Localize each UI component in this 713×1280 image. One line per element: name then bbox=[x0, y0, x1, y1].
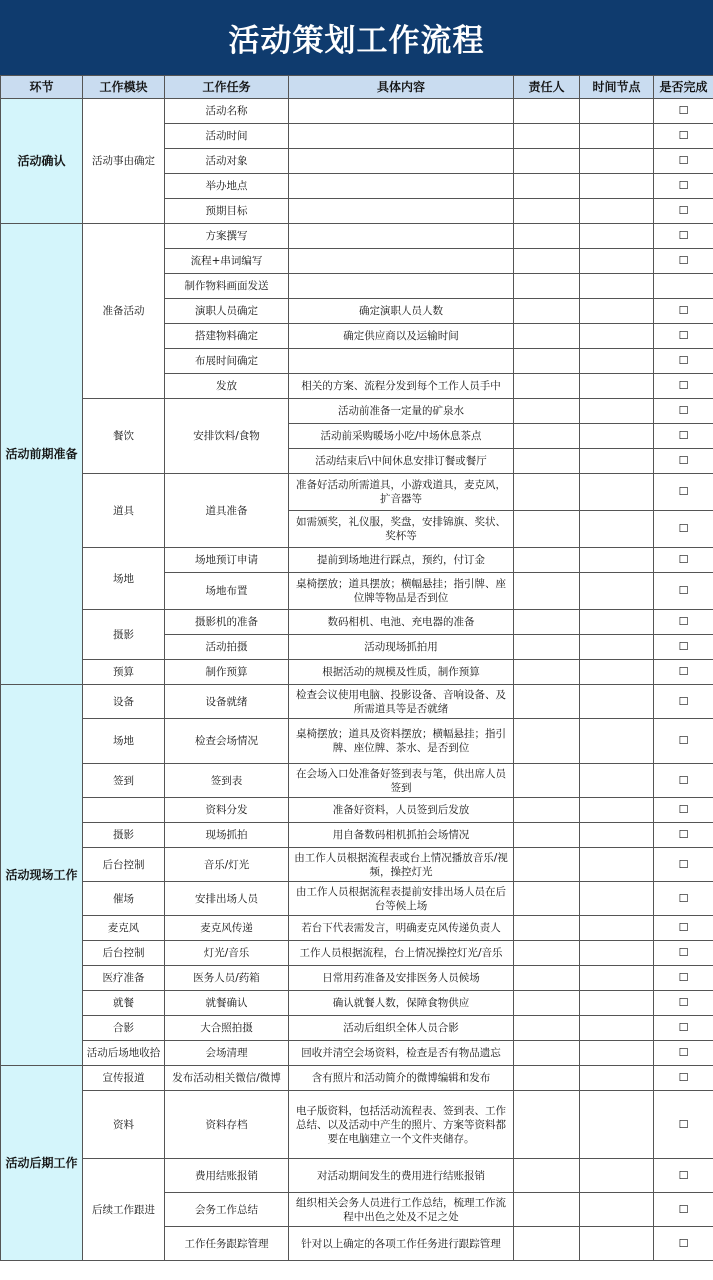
content-cell: 活动结束后\中间休息安排订餐或餐厅 bbox=[289, 449, 514, 474]
table-row bbox=[1, 941, 713, 966]
table-row bbox=[1, 610, 713, 635]
content-cell: 活动后组织全体人员合影 bbox=[289, 1016, 514, 1041]
deadline-cell[interactable] bbox=[580, 399, 654, 424]
done-cell[interactable] bbox=[654, 882, 713, 916]
owner-cell[interactable] bbox=[514, 274, 580, 299]
task-cell: 设备就绪 bbox=[165, 685, 289, 719]
content-cell: 活动现场抓拍用 bbox=[289, 635, 514, 660]
table-row bbox=[1, 224, 713, 249]
owner-cell[interactable] bbox=[514, 399, 580, 424]
checkbox-icon[interactable]: ☐ bbox=[678, 828, 689, 841]
content-cell bbox=[289, 199, 514, 224]
done-cell[interactable] bbox=[654, 274, 713, 299]
module-cell: 设备 bbox=[83, 685, 165, 719]
task-cell: 演职人员确定 bbox=[165, 299, 289, 324]
checkbox-icon[interactable]: ☐ bbox=[678, 204, 689, 217]
content-cell: 确定演职人员人数 bbox=[289, 299, 514, 324]
module-cell: 摄影 bbox=[83, 823, 165, 848]
owner-cell[interactable] bbox=[514, 1041, 580, 1066]
done-cell[interactable] bbox=[654, 916, 713, 941]
owner-cell[interactable] bbox=[514, 991, 580, 1016]
content-cell bbox=[289, 149, 514, 174]
table-row bbox=[1, 823, 713, 848]
header-phase: 环节 bbox=[1, 76, 83, 99]
module-cell: 场地 bbox=[83, 548, 165, 610]
content-cell: 确定供应商以及运输时间 bbox=[289, 324, 514, 349]
task-cell: 活动对象 bbox=[165, 149, 289, 174]
phase-cell: 活动后期工作 bbox=[1, 1066, 83, 1261]
owner-cell[interactable] bbox=[514, 685, 580, 719]
checkbox-icon[interactable]: ☐ bbox=[678, 1117, 689, 1131]
deadline-cell[interactable] bbox=[580, 1193, 654, 1227]
deadline-cell[interactable] bbox=[580, 966, 654, 991]
task-cell: 预期目标 bbox=[165, 199, 289, 224]
content-cell: 针对以上确定的各项工作任务进行跟踪管理 bbox=[289, 1227, 514, 1261]
task-cell: 摄影机的准备 bbox=[165, 610, 289, 635]
task-cell: 费用结账报销 bbox=[165, 1159, 289, 1193]
deadline-cell[interactable] bbox=[580, 1159, 654, 1193]
deadline-cell[interactable] bbox=[580, 511, 654, 548]
owner-cell[interactable] bbox=[514, 848, 580, 882]
content-cell: 由工作人员根据流程表提前安排出场人员在后台等候上场 bbox=[289, 882, 514, 916]
task-cell: 场地布置 bbox=[165, 573, 289, 610]
module-cell: 场地 bbox=[83, 719, 165, 764]
task-cell: 工作任务跟踪管理 bbox=[165, 1227, 289, 1261]
task-cell: 发放 bbox=[165, 374, 289, 399]
content-cell bbox=[289, 274, 514, 299]
deadline-cell[interactable] bbox=[580, 685, 654, 719]
module-cell: 活动事由确定 bbox=[83, 99, 165, 224]
module-cell: 麦克风 bbox=[83, 916, 165, 941]
task-cell: 布展时间确定 bbox=[165, 349, 289, 374]
owner-cell[interactable] bbox=[514, 299, 580, 324]
owner-cell[interactable] bbox=[514, 424, 580, 449]
content-cell: 对活动期间发生的费用进行结账报销 bbox=[289, 1159, 514, 1193]
module-cell: 活动后场地收拾 bbox=[83, 1041, 165, 1066]
task-cell: 签到表 bbox=[165, 764, 289, 798]
owner-cell[interactable] bbox=[514, 916, 580, 941]
checkbox-icon[interactable]: ☐ bbox=[678, 485, 689, 498]
owner-cell[interactable] bbox=[514, 199, 580, 224]
done-cell[interactable] bbox=[654, 99, 713, 124]
deadline-cell[interactable] bbox=[580, 823, 654, 848]
header-done: 是否完成 bbox=[654, 76, 713, 99]
done-cell[interactable] bbox=[654, 511, 713, 548]
done-cell[interactable] bbox=[654, 474, 713, 511]
done-cell[interactable] bbox=[654, 224, 713, 249]
deadline-cell[interactable] bbox=[580, 719, 654, 764]
done-cell[interactable] bbox=[654, 249, 713, 274]
deadline-cell[interactable] bbox=[580, 349, 654, 374]
checkbox-icon[interactable]: ☐ bbox=[678, 857, 689, 871]
header-deadline: 时间节点 bbox=[580, 76, 654, 99]
owner-cell[interactable] bbox=[514, 719, 580, 764]
checkbox-icon[interactable]: ☐ bbox=[678, 379, 689, 392]
deadline-cell[interactable] bbox=[580, 474, 654, 511]
deadline-cell[interactable] bbox=[580, 324, 654, 349]
content-cell: 用自备数码相机抓拍会场情况 bbox=[289, 823, 514, 848]
table-row bbox=[1, 474, 713, 511]
content-cell: 由工作人员根据流程表或台上情况播放音乐/视频，操控灯光 bbox=[289, 848, 514, 882]
task-cell: 安排出场人员 bbox=[165, 882, 289, 916]
task-cell: 活动拍摄 bbox=[165, 635, 289, 660]
deadline-cell[interactable] bbox=[580, 635, 654, 660]
table-row bbox=[1, 1159, 713, 1193]
done-cell[interactable] bbox=[654, 124, 713, 149]
checkbox-icon[interactable]: ☐ bbox=[678, 329, 689, 342]
module-cell: 催场 bbox=[83, 882, 165, 916]
done-cell[interactable] bbox=[654, 610, 713, 635]
owner-cell[interactable] bbox=[514, 249, 580, 274]
done-cell[interactable] bbox=[654, 966, 713, 991]
table-row bbox=[1, 798, 713, 823]
module-cell: 摄影 bbox=[83, 610, 165, 660]
content-cell: 在会场入口处准备好签到表与笔，供出席人员签到 bbox=[289, 764, 514, 798]
done-cell[interactable] bbox=[654, 798, 713, 823]
owner-cell[interactable] bbox=[514, 324, 580, 349]
deadline-cell[interactable] bbox=[580, 374, 654, 399]
table-row bbox=[1, 548, 713, 573]
checkbox-icon[interactable]: ☐ bbox=[678, 1021, 689, 1034]
checkbox-icon[interactable]: ☐ bbox=[678, 404, 689, 417]
checkbox-icon[interactable]: ☐ bbox=[678, 615, 689, 628]
content-cell: 日常用药准备及安排医务人员候场 bbox=[289, 966, 514, 991]
owner-cell[interactable] bbox=[514, 941, 580, 966]
task-cell: 制作预算 bbox=[165, 660, 289, 685]
done-cell[interactable] bbox=[654, 299, 713, 324]
task-cell: 举办地点 bbox=[165, 174, 289, 199]
module-cell: 准备活动 bbox=[83, 224, 165, 399]
checkbox-icon[interactable]: ☐ bbox=[678, 254, 689, 267]
checkbox-icon[interactable]: ☐ bbox=[678, 694, 689, 708]
content-cell: 桌椅摆放；道具摆放；横幅悬挂；指引牌、座位牌等物品是否到位 bbox=[289, 573, 514, 610]
deadline-cell[interactable] bbox=[580, 848, 654, 882]
deadline-cell[interactable] bbox=[580, 573, 654, 610]
content-cell bbox=[289, 124, 514, 149]
module-cell: 就餐 bbox=[83, 991, 165, 1016]
done-cell[interactable] bbox=[654, 349, 713, 374]
done-cell[interactable] bbox=[654, 991, 713, 1016]
checkbox-icon[interactable]: ☐ bbox=[678, 553, 689, 566]
module-cell bbox=[83, 798, 165, 823]
deadline-cell[interactable] bbox=[580, 548, 654, 573]
task-cell: 检查会场情况 bbox=[165, 719, 289, 764]
task-cell: 就餐确认 bbox=[165, 991, 289, 1016]
deadline-cell[interactable] bbox=[580, 449, 654, 474]
task-cell: 发布活动相关微信/微博 bbox=[165, 1066, 289, 1091]
deadline-cell[interactable] bbox=[580, 1041, 654, 1066]
done-cell[interactable] bbox=[654, 1041, 713, 1066]
module-cell: 医疗准备 bbox=[83, 966, 165, 991]
content-cell: 若台下代表需发言，明确麦克风传递负责人 bbox=[289, 916, 514, 941]
task-cell: 灯光/音乐 bbox=[165, 941, 289, 966]
task-cell: 现场抓拍 bbox=[165, 823, 289, 848]
done-cell[interactable] bbox=[654, 399, 713, 424]
content-cell: 含有照片和活动简介的微博编辑和发布 bbox=[289, 1066, 514, 1091]
deadline-cell[interactable] bbox=[580, 1016, 654, 1041]
workflow-table bbox=[0, 75, 713, 1261]
owner-cell[interactable] bbox=[514, 1016, 580, 1041]
checkbox-icon[interactable]: ☐ bbox=[678, 1168, 689, 1182]
content-cell: 工作人员根据流程，台上情况操控灯光/音乐 bbox=[289, 941, 514, 966]
checkbox-icon[interactable]: ☐ bbox=[678, 803, 689, 816]
checkbox-icon[interactable]: ☐ bbox=[678, 921, 689, 934]
content-cell: 数码相机、电池、充电器的准备 bbox=[289, 610, 514, 635]
task-cell: 活动名称 bbox=[165, 99, 289, 124]
deadline-cell[interactable] bbox=[580, 174, 654, 199]
task-cell: 资料分发 bbox=[165, 798, 289, 823]
checkbox-icon[interactable]: ☐ bbox=[678, 354, 689, 367]
owner-cell[interactable] bbox=[514, 124, 580, 149]
checkbox-icon[interactable]: ☐ bbox=[678, 665, 689, 678]
task-cell: 搭建物料确定 bbox=[165, 324, 289, 349]
done-cell[interactable] bbox=[654, 1091, 713, 1159]
checkbox-icon[interactable]: ☐ bbox=[678, 129, 689, 142]
owner-cell[interactable] bbox=[514, 349, 580, 374]
content-cell: 活动前准备一定量的矿泉水 bbox=[289, 399, 514, 424]
task-cell: 场地预订申请 bbox=[165, 548, 289, 573]
checkbox-icon[interactable]: ☐ bbox=[678, 996, 689, 1009]
owner-cell[interactable] bbox=[514, 449, 580, 474]
owner-cell[interactable] bbox=[514, 224, 580, 249]
done-cell[interactable] bbox=[654, 449, 713, 474]
owner-cell[interactable] bbox=[514, 1193, 580, 1227]
deadline-cell[interactable] bbox=[580, 1227, 654, 1261]
done-cell[interactable] bbox=[654, 1193, 713, 1227]
done-cell[interactable] bbox=[654, 1159, 713, 1193]
table-row bbox=[1, 1041, 713, 1066]
owner-cell[interactable] bbox=[514, 511, 580, 548]
deadline-cell[interactable] bbox=[580, 274, 654, 299]
owner-cell[interactable] bbox=[514, 966, 580, 991]
done-cell[interactable] bbox=[654, 848, 713, 882]
owner-cell[interactable] bbox=[514, 374, 580, 399]
checkbox-icon[interactable]: ☐ bbox=[678, 229, 689, 242]
checkbox-icon[interactable]: ☐ bbox=[678, 1236, 689, 1250]
module-cell: 预算 bbox=[83, 660, 165, 685]
checkbox-icon[interactable]: ☐ bbox=[678, 891, 689, 905]
deadline-cell[interactable] bbox=[580, 424, 654, 449]
done-cell[interactable] bbox=[654, 660, 713, 685]
checkbox-icon[interactable]: ☐ bbox=[678, 946, 689, 959]
deadline-cell[interactable] bbox=[580, 764, 654, 798]
owner-cell[interactable] bbox=[514, 573, 580, 610]
checkbox-icon[interactable]: ☐ bbox=[678, 1071, 689, 1084]
deadline-cell[interactable] bbox=[580, 798, 654, 823]
deadline-cell[interactable] bbox=[580, 1066, 654, 1091]
content-cell bbox=[289, 99, 514, 124]
table-row bbox=[1, 99, 713, 124]
table-row bbox=[1, 882, 713, 916]
owner-cell[interactable] bbox=[514, 548, 580, 573]
checkbox-icon[interactable]: ☐ bbox=[678, 522, 689, 535]
deadline-cell[interactable] bbox=[580, 99, 654, 124]
task-cell: 活动时间 bbox=[165, 124, 289, 149]
content-cell: 准备好资料，人员签到后发放 bbox=[289, 798, 514, 823]
content-cell bbox=[289, 224, 514, 249]
done-cell[interactable] bbox=[654, 1227, 713, 1261]
header-task: 工作任务 bbox=[165, 76, 289, 99]
owner-cell[interactable] bbox=[514, 823, 580, 848]
done-cell[interactable] bbox=[654, 424, 713, 449]
done-cell[interactable] bbox=[654, 174, 713, 199]
content-cell: 提前到场地进行踩点，预约，付订金 bbox=[289, 548, 514, 573]
task-cell: 方案撰写 bbox=[165, 224, 289, 249]
owner-cell[interactable] bbox=[514, 635, 580, 660]
done-cell[interactable] bbox=[654, 374, 713, 399]
table-row bbox=[1, 991, 713, 1016]
done-cell[interactable] bbox=[654, 685, 713, 719]
table-row bbox=[1, 685, 713, 719]
table-row bbox=[1, 1016, 713, 1041]
checkbox-icon[interactable]: ☐ bbox=[678, 640, 689, 653]
table-row bbox=[1, 916, 713, 941]
deadline-cell[interactable] bbox=[580, 1091, 654, 1159]
phase-cell: 活动确认 bbox=[1, 99, 83, 224]
task-cell: 流程+串词编写 bbox=[165, 249, 289, 274]
task-cell: 会场清理 bbox=[165, 1041, 289, 1066]
module-cell: 签到 bbox=[83, 764, 165, 798]
owner-cell[interactable] bbox=[514, 474, 580, 511]
done-cell[interactable] bbox=[654, 199, 713, 224]
checkbox-icon[interactable]: ☐ bbox=[678, 1202, 689, 1216]
module-cell: 餐饮 bbox=[83, 399, 165, 474]
phase-cell: 活动前期准备 bbox=[1, 224, 83, 685]
content-cell: 组织相关会务人员进行工作总结，梳理工作流程中出色之处及不足之处 bbox=[289, 1193, 514, 1227]
checkbox-icon[interactable]: ☐ bbox=[678, 584, 689, 597]
module-cell: 宣传报道 bbox=[83, 1066, 165, 1091]
owner-cell[interactable] bbox=[514, 99, 580, 124]
header-owner: 责任人 bbox=[514, 76, 580, 99]
checkbox-icon[interactable]: ☐ bbox=[678, 1046, 689, 1059]
task-cell: 会务工作总结 bbox=[165, 1193, 289, 1227]
content-cell: 相关的方案、流程分发到每个工作人员手中 bbox=[289, 374, 514, 399]
module-cell: 合影 bbox=[83, 1016, 165, 1041]
task-cell: 资料存档 bbox=[165, 1091, 289, 1159]
deadline-cell[interactable] bbox=[580, 124, 654, 149]
checkbox-icon[interactable]: ☐ bbox=[678, 429, 689, 442]
content-cell: 活动前采购暖场小吃/中场休息茶点 bbox=[289, 424, 514, 449]
deadline-cell[interactable] bbox=[580, 991, 654, 1016]
content-cell bbox=[289, 349, 514, 374]
owner-cell[interactable] bbox=[514, 1091, 580, 1159]
deadline-cell[interactable] bbox=[580, 149, 654, 174]
content-cell bbox=[289, 249, 514, 274]
checkbox-icon[interactable]: ☐ bbox=[678, 734, 689, 747]
done-cell[interactable] bbox=[654, 324, 713, 349]
header-module: 工作模块 bbox=[83, 76, 165, 99]
deadline-cell[interactable] bbox=[580, 610, 654, 635]
done-cell[interactable] bbox=[654, 941, 713, 966]
content-cell: 检查会议使用电脑、投影设备、音响设备、及所需道具等是否就绪 bbox=[289, 685, 514, 719]
table-row bbox=[1, 1091, 713, 1159]
deadline-cell[interactable] bbox=[580, 916, 654, 941]
table-row bbox=[1, 848, 713, 882]
table-row bbox=[1, 660, 713, 685]
task-cell: 医务人员/药箱 bbox=[165, 966, 289, 991]
owner-cell[interactable] bbox=[514, 174, 580, 199]
table-row bbox=[1, 966, 713, 991]
phase-cell: 活动现场工作 bbox=[1, 685, 83, 1066]
page-title: 活动策划工作流程 bbox=[0, 0, 713, 75]
checkbox-icon[interactable]: ☐ bbox=[678, 104, 689, 117]
owner-cell[interactable] bbox=[514, 882, 580, 916]
content-cell: 如需颁奖，礼仪服，奖盘，安排锦旗、奖状、奖杯等 bbox=[289, 511, 514, 548]
done-cell[interactable] bbox=[654, 1066, 713, 1091]
done-cell[interactable] bbox=[654, 548, 713, 573]
deadline-cell[interactable] bbox=[580, 299, 654, 324]
task-cell: 制作物料画面发送 bbox=[165, 274, 289, 299]
content-cell: 电子版资料，包括活动流程表、签到表、工作总结、以及活动中产生的照片、方案等资料都要在电脑建立一个文件夹储存。 bbox=[289, 1091, 514, 1159]
task-cell: 道具准备 bbox=[165, 474, 289, 548]
content-cell: 根据活动的规模及性质，制作预算 bbox=[289, 660, 514, 685]
checkbox-icon[interactable]: ☐ bbox=[678, 773, 689, 787]
content-cell: 回收并清空会场资料，检查是否有物品遗忘 bbox=[289, 1041, 514, 1066]
owner-cell[interactable] bbox=[514, 798, 580, 823]
owner-cell[interactable] bbox=[514, 764, 580, 798]
deadline-cell[interactable] bbox=[580, 249, 654, 274]
module-cell: 后续工作跟进 bbox=[83, 1159, 165, 1261]
table-header-row bbox=[1, 76, 713, 99]
task-cell: 安排饮料/食物 bbox=[165, 399, 289, 474]
content-cell bbox=[289, 174, 514, 199]
deadline-cell[interactable] bbox=[580, 941, 654, 966]
done-cell[interactable] bbox=[654, 149, 713, 174]
checkbox-icon[interactable]: ☐ bbox=[678, 304, 689, 317]
module-cell: 后台控制 bbox=[83, 848, 165, 882]
owner-cell[interactable] bbox=[514, 1159, 580, 1193]
deadline-cell[interactable] bbox=[580, 882, 654, 916]
owner-cell[interactable] bbox=[514, 660, 580, 685]
table-row bbox=[1, 719, 713, 764]
content-cell: 确认就餐人数，保障食物供应 bbox=[289, 991, 514, 1016]
done-cell[interactable] bbox=[654, 823, 713, 848]
content-cell: 桌椅摆放；道具及资料摆放；横幅悬挂；指引牌、座位牌、茶水、是否到位 bbox=[289, 719, 514, 764]
checkbox-icon[interactable]: ☐ bbox=[678, 971, 689, 984]
deadline-cell[interactable] bbox=[580, 224, 654, 249]
done-cell[interactable] bbox=[654, 719, 713, 764]
done-cell[interactable] bbox=[654, 573, 713, 610]
owner-cell[interactable] bbox=[514, 149, 580, 174]
content-cell: 准备好活动所需道具，小游戏道具，麦克风，扩音器等 bbox=[289, 474, 514, 511]
checkbox-icon[interactable]: ☐ bbox=[678, 454, 689, 467]
task-cell: 麦克风传递 bbox=[165, 916, 289, 941]
done-cell[interactable] bbox=[654, 635, 713, 660]
done-cell[interactable] bbox=[654, 764, 713, 798]
owner-cell[interactable] bbox=[514, 1227, 580, 1261]
header-content: 具体内容 bbox=[289, 76, 514, 99]
table-row bbox=[1, 399, 713, 424]
module-cell: 后台控制 bbox=[83, 941, 165, 966]
task-cell: 大合照拍摄 bbox=[165, 1016, 289, 1041]
owner-cell[interactable] bbox=[514, 610, 580, 635]
deadline-cell[interactable] bbox=[580, 660, 654, 685]
checkbox-icon[interactable]: ☐ bbox=[678, 179, 689, 192]
module-cell: 资料 bbox=[83, 1091, 165, 1159]
checkbox-icon[interactable]: ☐ bbox=[678, 154, 689, 167]
table-row bbox=[1, 1066, 713, 1091]
task-cell: 音乐/灯光 bbox=[165, 848, 289, 882]
deadline-cell[interactable] bbox=[580, 199, 654, 224]
owner-cell[interactable] bbox=[514, 1066, 580, 1091]
table-row bbox=[1, 764, 713, 798]
done-cell[interactable] bbox=[654, 1016, 713, 1041]
module-cell: 道具 bbox=[83, 474, 165, 548]
